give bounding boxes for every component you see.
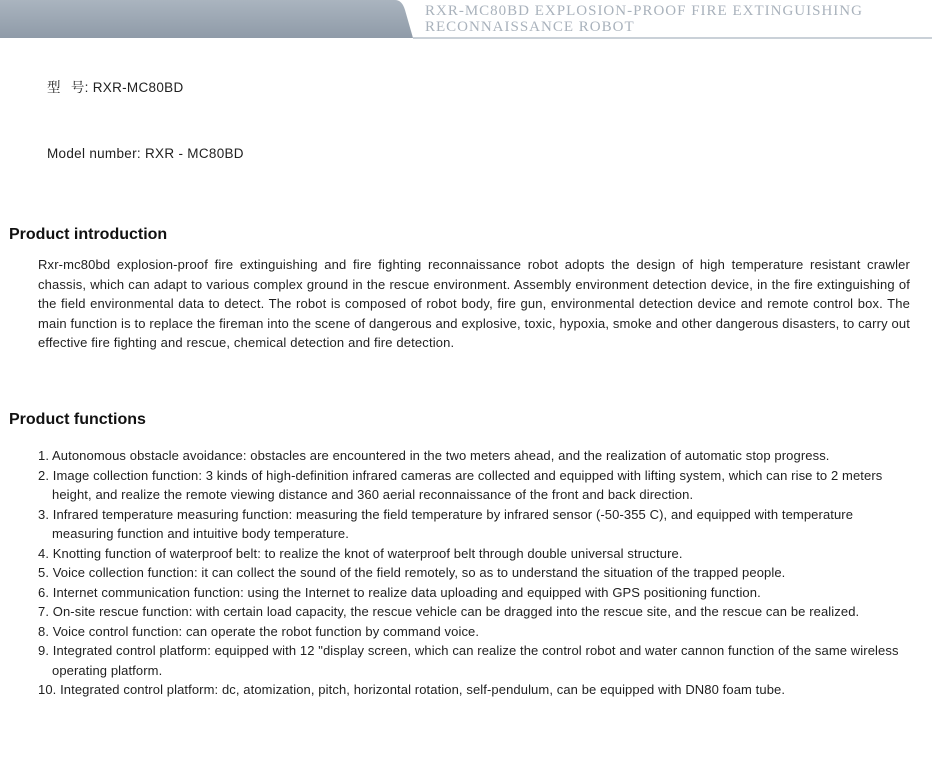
model-label-char1: 型 — [47, 80, 61, 95]
product-introduction-text: Rxr-mc80bd explosion-proof fire extinguishing and fire fighting reconnaissance robot adopts the design of high temperature resistant crawler chassis, which can adapt to various complex ground in the rescue environment. Assembly environment detection device, in the fire extinguishing of the field environmental data to detect. The robot is composed of robot body, fire gun, environmental detection device and remote control box. The main function is to replace the fireman into the scene of dangerous and explosive, toxic, hypoxia, smoke and other dangerous disasters, to carry out effective fire fighting and rescue, chemical detection and fire detection. — [38, 257, 911, 350]
header-banner — [0, 0, 932, 40]
function-item: 9. Integrated control platform: equipped with 12 "display screen, which can realize the control robot and water cannon function of the same wireless operating platform. — [38, 643, 899, 678]
product-functions-heading: Product functions — [9, 411, 146, 428]
function-item: 6. Internet communication function: using the Internet to realize data uploading and equipped with GPS positioning function. — [38, 584, 761, 600]
function-item: 7. On-site rescue function: with certain load capacity, the rescue vehicle can be dragged into the rescue site, and the rescue can be realized. — [38, 604, 860, 619]
function-item: 1. Autonomous obstacle avoidance: obstacles are encountered in the two meters ahead, and the realization of automatic stop progress. — [38, 448, 830, 463]
function-item: 2. Image collection function: 3 kinds of high-definition infrared cameras are collected and equipped with lifting system, which can rise to 2 meters height, and realize the remote viewing distance and 360 aerial reconnaissance of the front and back direction. — [38, 467, 883, 502]
model-number-cn — [47, 76, 184, 96]
function-item: 4. Knotting function of waterproof belt: to realize the knot of waterproof belt through double universal structure. — [38, 545, 683, 561]
product-functions-list — [38, 446, 908, 700]
function-item: 8. Voice control function: can operate the robot function by command voice. — [38, 623, 480, 639]
model-value-cn: : RXR-MC80BD — [84, 80, 184, 95]
function-item: 3. Infrared temperature measuring function: measuring the field temperature by infrared sensor (-50-355 C), and equipped with temperature measuring function and intuitive body temperature. — [38, 506, 854, 541]
model-label-char2: 号 — [70, 80, 85, 95]
banner-title: RXR-MC80BD EXPLOSION-PROOF FIRE EXTINGUISHING RECONNAISSANCE ROBOT — [425, 3, 863, 35]
product-introduction-heading: Product introduction — [9, 226, 168, 243]
function-item: 10. Integrated control platform: dc, atomization, pitch, horizontal rotation, self-pendulum, can be equipped with DN80 foam tube. — [38, 682, 786, 697]
model-number-en: Model number: RXR - MC80BD — [47, 146, 244, 161]
function-item: 5. Voice collection function: it can collect the sound of the field remotely, so as to understand the situation of the trapped people. — [38, 565, 786, 580]
